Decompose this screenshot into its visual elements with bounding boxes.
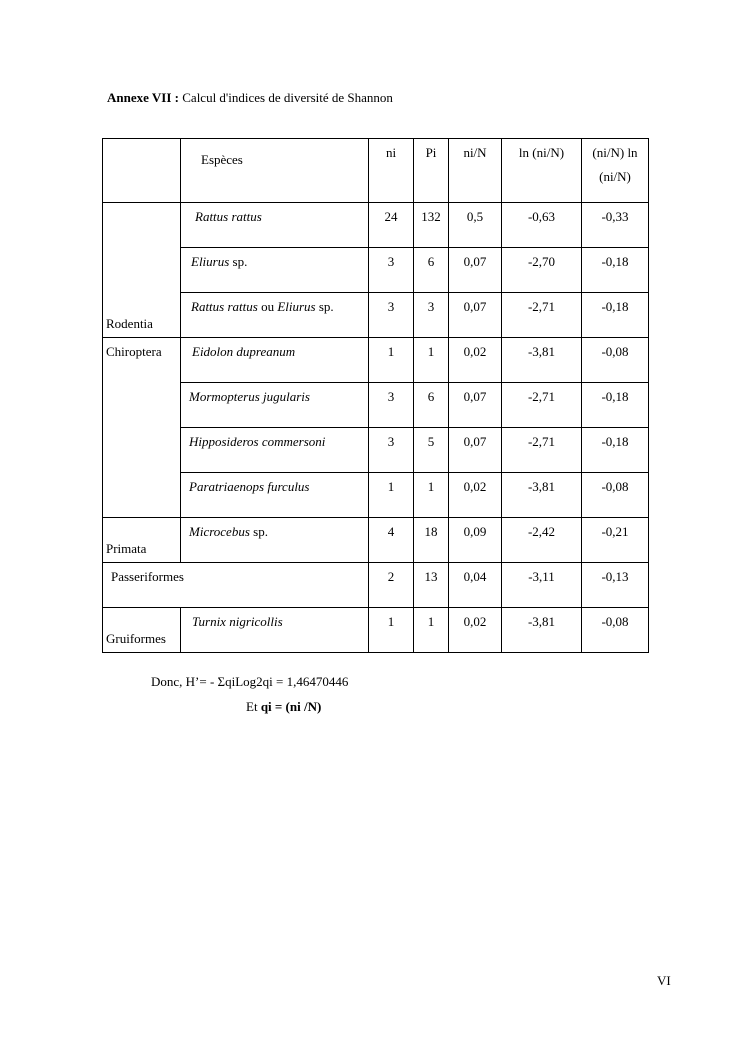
ni-n-cell: 0,02 [449,338,502,383]
species-name: Rattus rattus [195,209,262,224]
table-row [103,293,649,338]
pi-cell: 3 [414,293,449,338]
header-ni-n: ni/N [449,139,502,203]
table-row [103,338,649,383]
species-name: Turnix nigricollis [192,614,283,629]
h-cell: -0,18 [582,293,649,338]
order-passeriformes: Passeriformes [103,563,369,608]
species-conj: ou [257,299,278,314]
ni-n-cell: 0,02 [449,473,502,518]
header-pi: Pi [414,139,449,203]
annex-title [107,90,393,106]
table-row [103,428,649,473]
pi-cell: 1 [414,473,449,518]
ln-cell: -0,63 [502,203,582,248]
species-cell [181,383,369,428]
ni-cell: 1 [369,338,414,383]
table-row [103,203,649,248]
table-row [103,248,649,293]
table-row [103,383,649,428]
ni-n-cell: 0,09 [449,518,502,563]
species-name: Eliurus [191,254,230,269]
ln-cell: -2,42 [502,518,582,563]
ln-cell: -2,70 [502,248,582,293]
header-ni-n-ln-a: (ni/N) ln [592,145,638,160]
ni-cell: 3 [369,383,414,428]
ni-cell: 24 [369,203,414,248]
species-cell [181,518,369,563]
ni-n-cell: 0,07 [449,383,502,428]
h-cell: -0,08 [582,473,649,518]
ni-cell: 1 [369,473,414,518]
annex-label: Annexe VII : [107,90,179,105]
ln-cell: -2,71 [502,428,582,473]
species-name: Paratriaenops furculus [189,479,310,494]
qi-definition [246,699,321,715]
species-suffix: sp. [249,524,268,539]
header-ni-n-ln-b: (ni/N) [599,169,631,184]
ni-cell: 2 [369,563,414,608]
ni-cell: 1 [369,608,414,653]
ni-n-cell: 0,04 [449,563,502,608]
species-cell [181,608,369,653]
ln-cell: -2,71 [502,293,582,338]
species-name: Microcebus [189,524,250,539]
ni-n-cell: 0,5 [449,203,502,248]
species-cell [181,473,369,518]
ni-cell: 3 [369,248,414,293]
table-row [103,608,649,653]
header-ni-n-ln [582,139,649,203]
species-name: Mormopterus jugularis [189,389,310,404]
pi-cell: 18 [414,518,449,563]
species-name: Eidolon dupreanum [192,344,296,359]
ni-cell: 3 [369,428,414,473]
h-cell: -0,18 [582,383,649,428]
order-primata: Primata [103,518,181,563]
page-number: VI [657,973,671,988]
ln-cell: -2,71 [502,383,582,428]
table-row [103,473,649,518]
ln-cell: -3,81 [502,608,582,653]
species-cell [181,428,369,473]
ln-cell: -3,11 [502,563,582,608]
qi-prefix: Et [246,699,261,714]
h-cell: -0,08 [582,338,649,383]
h-cell: -0,33 [582,203,649,248]
table-row [103,563,649,608]
species-name: Hipposideros commersoni [189,434,326,449]
species-cell [181,248,369,293]
ln-cell: -3,81 [502,338,582,383]
pi-cell: 6 [414,248,449,293]
species-suffix: sp. [315,299,334,314]
shannon-table [102,138,649,653]
ni-n-cell: 0,07 [449,428,502,473]
header-order-cell [103,139,181,203]
species-name-2: Eliurus [277,299,316,314]
pi-cell: 132 [414,203,449,248]
species-name: Rattus rattus [191,299,258,314]
h-cell: -0,21 [582,518,649,563]
ln-cell: -3,81 [502,473,582,518]
order-gruiformes: Gruiformes [103,608,181,653]
header-ni: ni [369,139,414,203]
ni-cell: 4 [369,518,414,563]
order-rodentia: Rodentia [103,203,181,338]
h-cell: -0,18 [582,248,649,293]
species-cell [181,293,369,338]
pi-cell: 6 [414,383,449,428]
pi-cell: 13 [414,563,449,608]
shannon-formula: Donc, H’= - ΣqiLog2qi = 1,46470446 [151,674,349,689]
h-cell: -0,08 [582,608,649,653]
annex-heading-text: Calcul d'indices de diversité de Shannon [182,90,393,105]
pi-cell: 1 [414,608,449,653]
pi-cell: 5 [414,428,449,473]
header-ln-ni-n: ln (ni/N) [502,139,582,203]
h-cell: -0,13 [582,563,649,608]
species-cell [181,203,369,248]
ni-n-cell: 0,07 [449,248,502,293]
header-especes: Espèces [181,139,369,203]
ni-n-cell: 0,02 [449,608,502,653]
ni-cell: 3 [369,293,414,338]
order-chiroptera: Chiroptera [103,338,181,518]
table-header-row [103,139,649,203]
pi-cell: 1 [414,338,449,383]
table-row [103,518,649,563]
qi-formula: qi = (ni /N) [260,699,322,714]
h-cell: -0,18 [582,428,649,473]
ni-n-cell: 0,07 [449,293,502,338]
species-suffix: sp. [229,254,248,269]
species-cell [181,338,369,383]
